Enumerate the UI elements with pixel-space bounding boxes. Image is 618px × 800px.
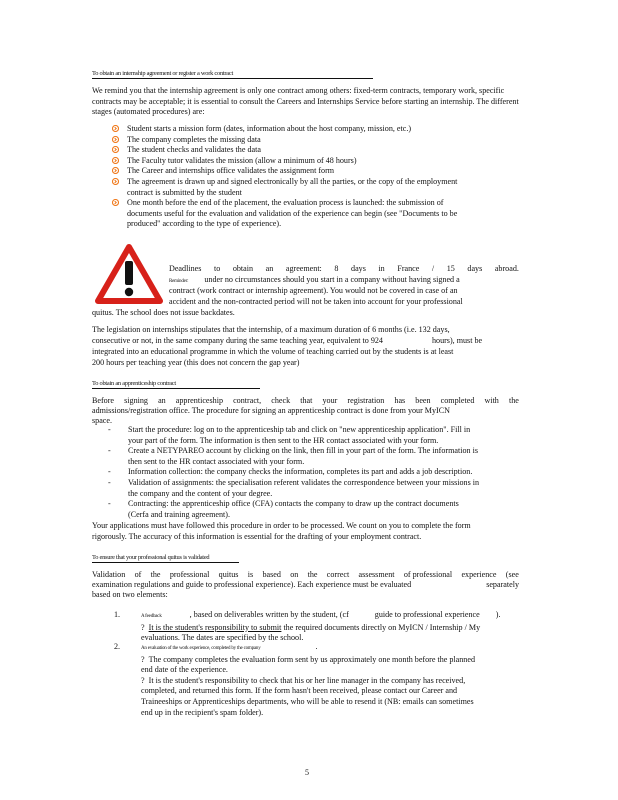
internship-step: One month before the end of the placement, the evaluation process is launched: the submission of documents useful for the evaluation and validation of the experience can begin (see "Documents to be produced" according to the type of experience). xyxy=(110,198,470,230)
warning-line-4: accident and the non-contracted period will not be taken into account for your professional xyxy=(169,297,463,306)
apprenticeship-closing-paragraph: Your applications must have followed this procedure in order to be processed. We count on you to complete the form rigorously. The accuracy of this information is essential for the drafting of your employment contract. xyxy=(92,521,471,541)
heading-underline xyxy=(92,388,260,389)
legislation-line-1: The legislation on internships stipulates that the internship, of a maximum duration of 6 months (i.e. 132 days, xyxy=(92,325,450,334)
quitus-intro-line-2: examination regulations and guide to professional experience). Each experience must be evaluated separately xyxy=(92,580,519,589)
heading-underline xyxy=(92,562,239,563)
circled-arrow-icon xyxy=(112,167,119,174)
internship-step: Student starts a mission form (dates, information about the host company, mission, etc.) xyxy=(110,124,470,135)
section-heading-internship: To obtain an internship agreement or register a work contract xyxy=(92,70,233,77)
circled-arrow-icon xyxy=(112,136,119,143)
warning-triangle-icon xyxy=(94,243,164,305)
warning-line-3: contract (work contract or internship agreement). You would not be covered in case of an xyxy=(169,286,458,295)
heading-underline xyxy=(92,78,373,79)
section-heading-apprenticeship: To obtain an apprenticeship contract xyxy=(92,380,176,387)
deadlines-line: Deadlines to obtain an agreement: 8 days in France / 15 days abroad. xyxy=(169,264,519,273)
circled-arrow-icon xyxy=(112,146,119,153)
apprenticeship-step: - Validation of assignments: the specialisation referent validates the correspondence between your missions in the company and the content of your degree. xyxy=(108,477,480,498)
apprenticeship-step: - Information collection: the company checks the information, completes its part and adds a job description. xyxy=(108,467,473,477)
apprenticeship-step: - Start the procedure: log on to the apprenticeship tab and click on "new apprenticeship application". Fill in your part of the form. The information is then sent to the HR contact associated with your form. xyxy=(108,425,471,445)
quitus-intro-line-1: Validation of the professional quitus is based on the correct assessment of professional experience (see xyxy=(92,570,519,579)
internship-step: The student checks and validates the data xyxy=(110,145,470,156)
section-heading-quitus: To ensure that your professional quitus is validated xyxy=(92,554,210,561)
quitus-intro-line-3: based on two elements: xyxy=(92,590,168,599)
circled-arrow-icon xyxy=(112,178,119,185)
circled-arrow-icon xyxy=(112,125,119,132)
apprenticeship-intro-line-3: space. xyxy=(92,416,112,425)
internship-step: The agreement is drawn up and signed electronically by all the parties, or the copy of the employment contract is submitted by the student xyxy=(110,177,470,198)
quitus-item-feedback: 1. A feedback , based on deliverables written by the student, (cf guide to professional experience ). ? It is the student's responsibility to submit the required documents directly on MyICN / Internship / My evaluations. The dates are specified by the school. xyxy=(114,610,501,643)
legislation-line-3: integrated into an educational programme in which the volume of teaching carried out by the students is at least xyxy=(92,347,454,356)
warning-line-2: Reminder: under no circumstances should you start in a company without having signed a xyxy=(169,275,460,284)
apprenticeship-intro-line-1: Before signing an apprenticeship contract, check that your registration has been completed with the xyxy=(92,396,519,405)
internship-step: The company completes the missing data xyxy=(110,135,470,146)
internship-step: The Faculty tutor validates the mission (allow a minimum of 48 hours) xyxy=(110,156,470,167)
internship-intro-paragraph: We remind you that the internship agreement is only one contract among others: fixed-term contracts, temporary work, specific contracts may be acceptable; it is essential to consult the Careers and Internships Service before starting an internship. The different stages (automated procedures) are: xyxy=(92,86,519,117)
apprenticeship-steps-list xyxy=(108,425,480,520)
circled-arrow-icon xyxy=(112,199,119,206)
apprenticeship-step: - Contracting: the apprenticeship office (CFA) contacts the company to draw up the contract documents (Cerfa and training agreement). xyxy=(108,499,459,519)
internship-step: The Career and internships office validates the assignment form xyxy=(110,166,470,177)
apprenticeship-intro-line-2: admissions/registration office. The procedure for signing an apprenticeship contract is done from your MyICN xyxy=(92,406,450,415)
apprenticeship-step: - Create a NETYPAREO account by clicking on the link, then fill in your part of the form. The information is then sent to the HR contact associated with your form. xyxy=(108,446,478,466)
page-number: 5 xyxy=(305,768,309,777)
legislation-line-4: 200 hours per teaching year (this does not concern the gap year) xyxy=(92,358,300,367)
internship-steps-list xyxy=(110,124,470,230)
warning-line-5: quitus. The school does not issue backdates. xyxy=(92,308,235,317)
reminder-label: Reminder: xyxy=(169,279,189,284)
legislation-line-2: consecutive or not, in the same company during the same teaching year, equivalent to 924 hours), must be xyxy=(92,336,483,345)
circled-arrow-icon xyxy=(112,157,119,164)
quitus-item-evaluation: 2. An evaluation of the work experience, completed by the company . ? The company completes the evaluation form sent by us approximately one month before the planned end date of the experience. ? It is the student's responsibility to check that his or her line manager in the company has received, completed, and returned this form. If the form hasn't been received, please contact our Career and Traineeships or Apprenticeships departments, who will be able to resend it (NB: emails can sometimes end up in the recipient's spam folder). xyxy=(114,642,475,717)
